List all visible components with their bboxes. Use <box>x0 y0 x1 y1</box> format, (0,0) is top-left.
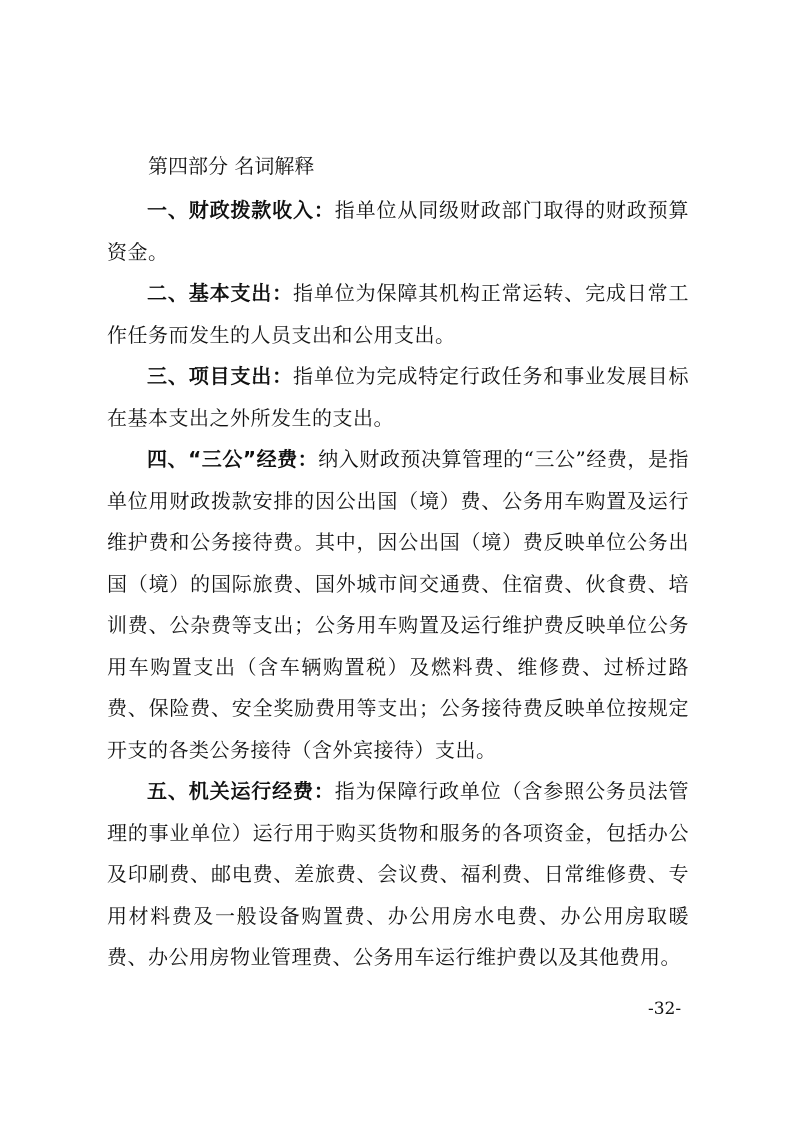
page-number: -32- <box>648 999 682 1019</box>
definition-text: 纳入财政预决算管理的“三公”经费，是指单位用财政拨款安排的因公出国（境）费、公务用车购置及运行维护费和公务接待费。其中，因公出国（境）费反映单位公务出国（境）的国际旅费、国外城市间交通费、住宿费、伙食费、培训费、公杂费等支出；公务用车购置及运行维护费反映单位公务用车购置支出（含车辆购置税）及燃料费、维修费、过桥过路费、保险费、安全奖励费用等支出；公务接待费反映单位按规定开支的各类公务接待（含外宾接待）支出。 <box>107 447 690 762</box>
definitions-list <box>107 190 689 979</box>
definition-term: 二、基本支出： <box>147 281 294 305</box>
definition-term: 一、财政拨款收入： <box>147 198 335 222</box>
definition-term: 五、机关运行经费： <box>147 779 335 803</box>
definition-three-public-expenses <box>107 439 689 771</box>
definition-term: 四、“三公”经费： <box>147 447 319 471</box>
definition-agency-operating-funds <box>107 771 689 979</box>
definition-text: 指单位为完成特定行政任务和事业发展目标在基本支出之外所发生的支出。 <box>107 364 690 430</box>
definition-text: 指单位从同级财政部门取得的财政预算资金。 <box>107 198 690 264</box>
definition-text: 指单位为保障其机构正常运转、完成日常工作任务而发生的人员支出和公用支出。 <box>107 281 690 347</box>
section-title: 第四部分 名词解释 <box>148 154 315 178</box>
definition-project-expenditure <box>107 356 689 439</box>
definition-basic-expenditure <box>107 273 689 356</box>
definition-term: 三、项目支出： <box>147 364 294 388</box>
definition-fiscal-appropriation-income <box>107 190 689 273</box>
definition-text: 指为保障行政单位（含参照公务员法管理的事业单位）运行用于购买货物和服务的各项资金，包括办公及印刷费、邮电费、差旅费、会议费、福利费、日常维修费、专用材料费及一般设备购置费、办公用房水电费、办公用房取暖费、办公用房物业管理费、公务用车运行维护费以及其他费用。 <box>107 779 690 969</box>
